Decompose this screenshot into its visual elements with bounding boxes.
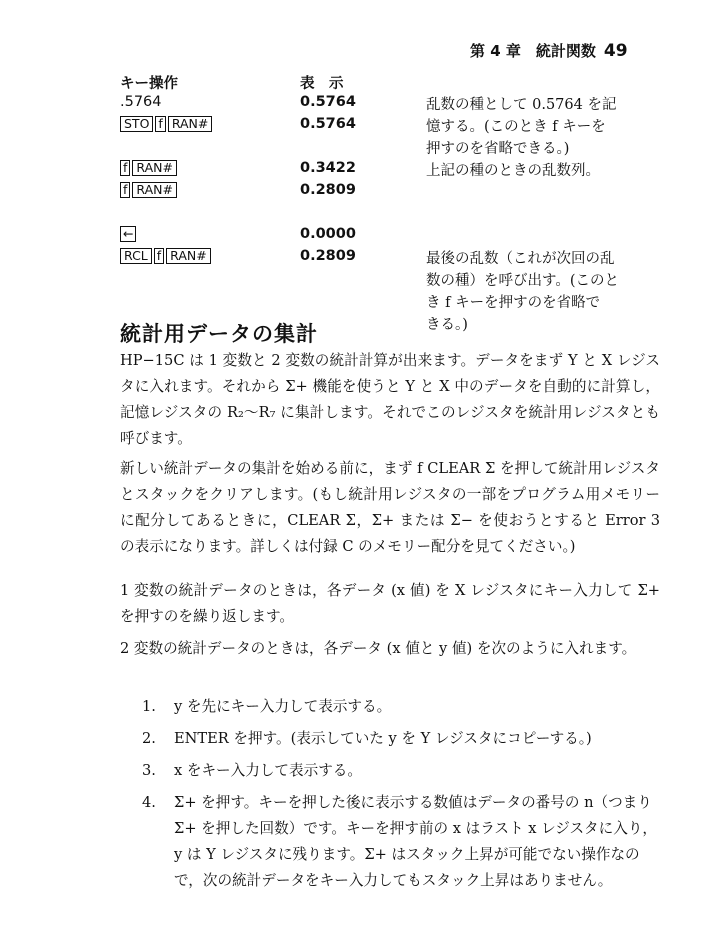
note-line: 押すのを省略できる。)	[426, 141, 570, 157]
table-row	[120, 248, 660, 270]
chapter-title: 第 4 章 統計関数	[470, 42, 596, 60]
display-value: 0.2809	[300, 182, 356, 198]
sto-key: STO	[120, 116, 153, 132]
table-row	[120, 270, 660, 292]
keystrokes	[120, 182, 179, 199]
display-value: 0.5764	[300, 116, 356, 132]
keystrokes	[120, 226, 138, 243]
step-number: 4.	[142, 794, 156, 811]
display-value: 0.2809	[300, 248, 356, 264]
f-key: f	[120, 160, 130, 176]
display-value: 0.5764	[300, 94, 356, 110]
step-text: x をキー入力して表示する。	[174, 762, 362, 779]
step-number: 3.	[142, 762, 156, 779]
paragraph: 2 変数の統計データのときは，各データ (x 値と y 値) を次のように入れます。	[120, 640, 637, 657]
f-key: f	[120, 182, 130, 198]
step-text: Σ+ を押す。キーを押した後に表示する数値はデータの番号の n（つまり Σ+ を押した回数）です。キーを押す前の x はラスト x レジスタに入り，y は Y レジスタに残ります。Σ+ はスタック上昇が可能でない操作なので，次の統計データをキー入力してもスタック上昇はありません。	[174, 794, 658, 889]
ran-key: RAN#	[132, 182, 177, 198]
ran-key: RAN#	[168, 116, 213, 132]
table-row	[120, 116, 660, 138]
running-head	[470, 40, 680, 61]
note-line: き f キーを押すのを省略で	[426, 295, 601, 311]
rcl-key: RCL	[120, 248, 152, 264]
table-row	[120, 94, 660, 116]
header-display: 表 示	[300, 76, 344, 92]
table-spacer	[120, 204, 660, 226]
backspace-key: ←	[120, 226, 136, 242]
display-value: 0.3422	[300, 160, 356, 176]
step-number: 2.	[142, 730, 156, 747]
f-key: f	[154, 248, 164, 264]
section-title: 統計用データの集計	[120, 322, 318, 346]
note-line: 憶する。(このとき f キーを	[426, 119, 606, 135]
list-item	[142, 694, 660, 720]
step-number: 1.	[142, 698, 156, 715]
paragraph: 新しい統計データの集計を始める前に，まず f CLEAR Σ を押して統計用レジスタとスタックをクリアします。(もし統計用レジスタの一部をプログラム用メモリーに配分してあるときに，CLEAR Σ，Σ+ または Σ− を使おうとすると Error 3 の表示になります。詳しくは付録 C のメモリー配分を見てください。)	[120, 460, 660, 555]
note-line: 最後の乱数（これが次回の乱	[426, 251, 615, 267]
note-line: 数の種）を呼び出す。(このと	[426, 273, 619, 289]
list-item	[142, 758, 660, 784]
list-item	[142, 790, 660, 894]
display-value: 0.0000	[300, 226, 356, 242]
table-row	[120, 182, 660, 204]
step-list	[142, 694, 660, 900]
page-number: 49	[603, 41, 628, 61]
keystroke-value: .5764	[120, 94, 162, 110]
step-text: ENTER を押す。(表示していた y を Y レジスタにコピーする。)	[174, 730, 592, 747]
note-line: 乱数の種として 0.5764 を記	[426, 97, 617, 113]
ran-key: RAN#	[132, 160, 177, 176]
keystrokes	[120, 116, 214, 133]
keystroke-table	[120, 72, 660, 336]
ran-key: RAN#	[166, 248, 211, 264]
keystrokes	[120, 160, 179, 177]
note-line: 上記の種のときの乱数列。	[426, 163, 600, 179]
list-item	[142, 726, 660, 752]
keystrokes	[120, 248, 213, 265]
table-row	[120, 292, 660, 314]
step-text: y を先にキー入力して表示する。	[174, 698, 392, 715]
header-keystrokes: キー操作	[120, 76, 178, 92]
paragraph: 1 変数の統計データのときは，各データ (x 値) を X レジスタにキー入力して Σ+ を押すのを繰り返します。	[120, 582, 660, 625]
table-row	[120, 226, 660, 248]
f-key: f	[155, 116, 165, 132]
table-row	[120, 160, 660, 182]
paragraph: HP−15C は 1 変数と 2 変数の統計計算が出来ます。データをまず Y と X レジスタに入れます。それから Σ+ 機能を使うと Y と X 中のデータを自動的に計算し，記憶レジスタの R₂～R₇ に集計します。それでこのレジスタを統計用レジスタとも呼びます。	[120, 352, 660, 447]
table-row	[120, 138, 660, 160]
note-line: きる。)	[426, 317, 468, 333]
table-header	[120, 72, 660, 94]
